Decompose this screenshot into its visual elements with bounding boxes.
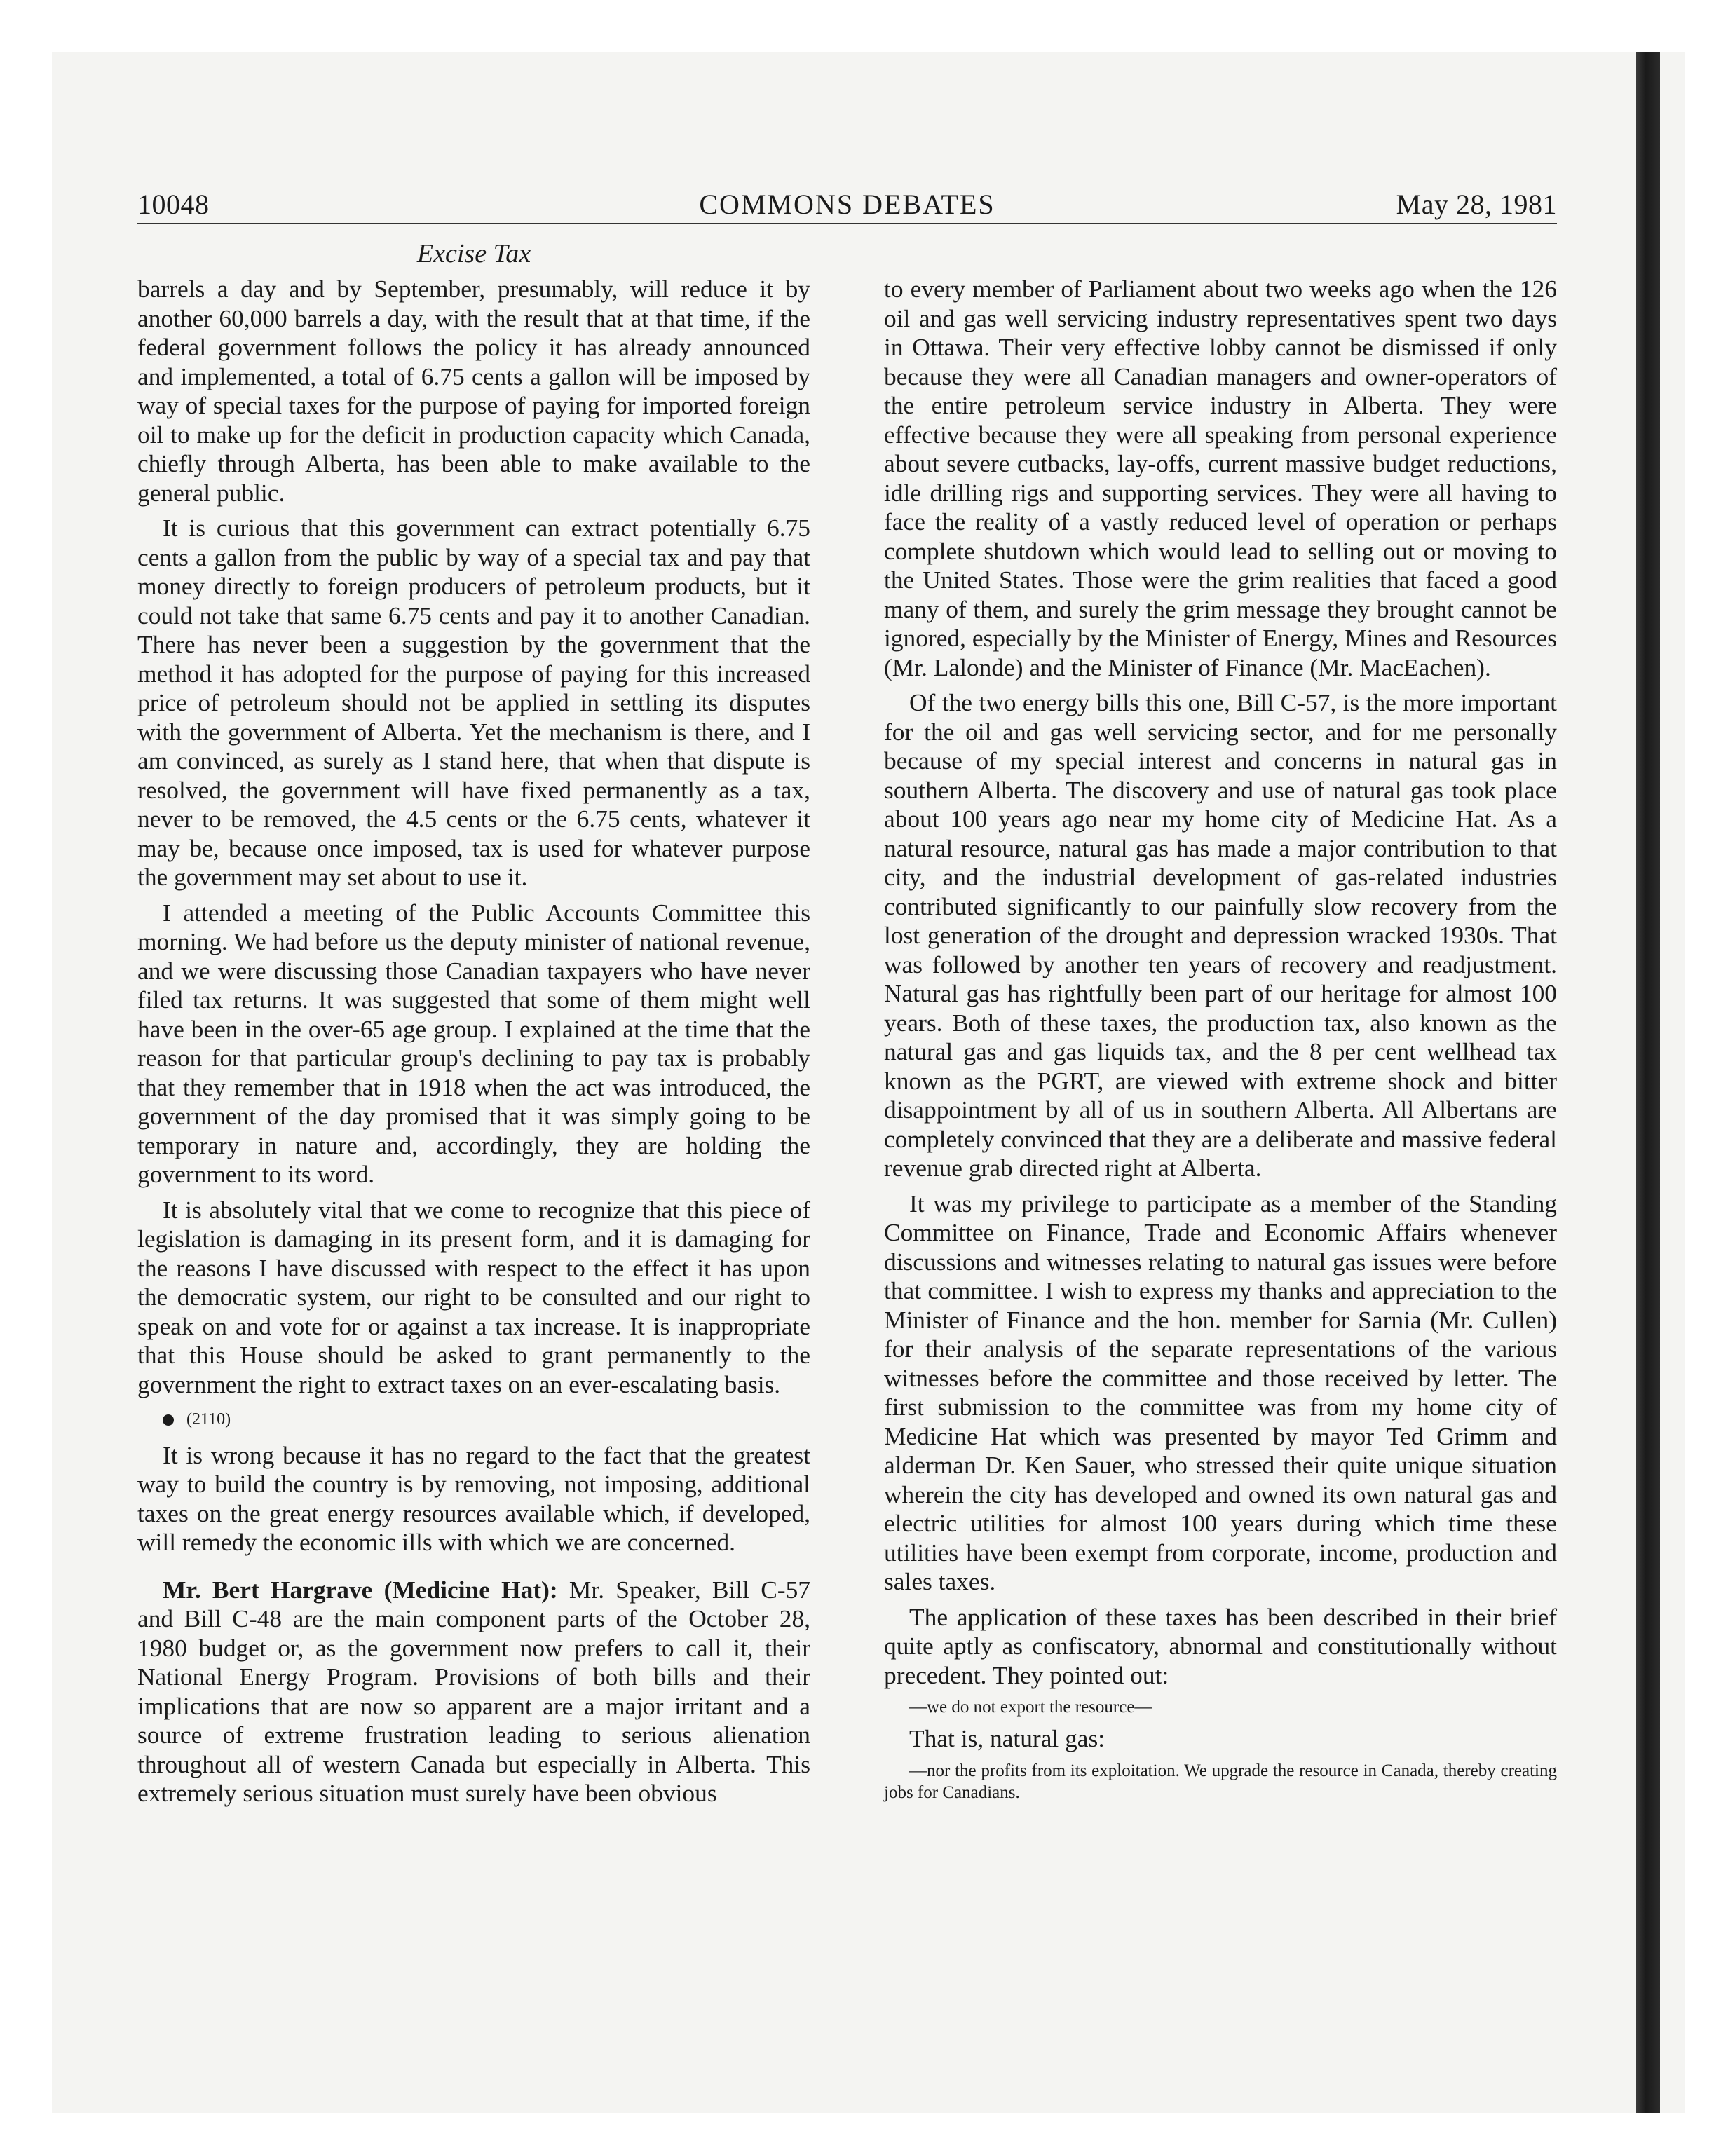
page-number: 10048: [137, 189, 210, 220]
paragraph: to every member of Parliament about two weeks ago when the 126 oil and gas well servicing industry representatives spent two days in Ottawa. Their very effective lobby cannot be dismissed if only because they were all Canadian managers and owner-operators of the entire petroleum service industry in Alberta. They were effective because they were all speaking from personal experience about severe cutbacks, lay-offs, current massive budget reductions, idle drilling rigs and supporting services. They were all having to face the reality of a vastly reduced level of operation or perhaps complete shutdown which would lead to selling out or moving to the United States. Those were the grim realities that faced a good many of them, and surely the grim message they brought cannot be ignored, especially by the Minister of Energy, Mines and Resources (Mr. Lalonde) and the Minister of Finance (Mr. MacEachen).: [884, 275, 1557, 681]
speech-text: Mr. Speaker, Bill C-57 and Bill C-48 are the main component parts of the October 28, 1980 budget or, as the government now prefers to call it, their National Energy Program. Provisions of both bills and their implications that are now so apparent are a major irritant and a source of extreme frustration leading to serious alienation throughout all of western Canada but especially in Alberta. This extremely serious situation must surely have been obvious: [137, 1575, 810, 1807]
paragraph: barrels a day and by September, presumably, will reduce it by another 60,000 barrels a day, with the result that at that time, if the federal government follows the policy it has already announced and implemented, a total of 6.75 cents a gallon will be imposed by way of special taxes for the purpose of paying for imported foreign oil to make up for the deficit in production capacity which Canada, chiefly through Alberta, has been able to make available to the general public.: [137, 275, 810, 507]
page-date: May 28, 1981: [1396, 189, 1557, 220]
section-title: Excise Tax: [416, 239, 531, 268]
speaker-name: Mr. Bert Hargrave (Medicine Hat):: [163, 1575, 558, 1604]
block-quote: —we do not export the resource—: [909, 1698, 1152, 1717]
paragraph: It is curious that this government can extract potentially 6.75 cents a gallon from the public by way of a special tax and pay that money directly to foreign producers of petroleum products, but it could not take that same 6.75 cents and pay it to another Canadian. There has never been a suggestion by the government that the method it has adopted for the purpose of paying for this increased price of petroleum should not be applied in settling its disputes with the government of Alberta. Yet the mechanism is there, and I am convinced, as surely as I stand here, that when that dispute is resolved, the government will have fixed permanently as a tax, never to be removed, the 4.5 cents or the 6.75 cents, whatever it may be, because once imposed, tax is used for whatever purpose the government may set about to use it.: [137, 514, 810, 891]
paragraph: It was my privilege to participate as a member of the Standing Committee on Finance, Trade and Economic Affairs whenever discussions and witnesses relating to natural gas issues were before that committee. I wish to express my thanks and appreciation to the Minister of Finance and the hon. member for Sarnia (Mr. Cullen) for their analysis of the separate representations of the various witnesses before the committee and those received by letter. The first submission to the committee was from my home city of Medicine Hat which was presented by mayor Ted Grimm and alderman Dr. Ken Sauer, who stressed their quite unique situation wherein the city has developed and owned its own natural gas and electric utilities for almost 100 years during which time these utilities have been exempt from corporate, income, production and sales taxes.: [884, 1189, 1557, 1595]
speech-paragraph: [137, 1576, 810, 1808]
page-header: [137, 182, 1557, 221]
right-column: [884, 275, 1557, 1810]
publication-title: COMMONS DEBATES: [699, 189, 995, 220]
paragraph: Of the two energy bills this one, Bill C-57, is the more important for the oil and gas well servicing sector, and for me personally because of my special interest and concerns in natural gas in southern Alberta. The discovery and use of natural gas took place about 100 years ago near my home city of Medicine Hat. As a natural resource, natural gas has made a major contribution to that city, and the industrial development of gas-related industries contributed significantly to our painfully slow recovery from the lost generation of the drought and depression wracked 1930s. That was followed by another ten years of recovery and readjustment. Natural gas has rightfully been part of our heritage for almost 100 years. Both of these taxes, the production tax, also known as the natural gas and gas liquids tax, and the 8 per cent wellhead tax known as the PGRT, are viewed with extreme shock and bitter disappointment by all of us in southern Alberta. All Albertans are completely convinced that they are a deliberate and massive federal revenue grab directed right at Alberta.: [884, 688, 1557, 1182]
paragraph: That is, natural gas:: [909, 1724, 1105, 1752]
paragraph: It is absolutely vital that we come to recognize that this piece of legislation is damaging in its present form, and it is damaging for the reasons I have discussed with respect to the effect it has upon the democratic system, our right to be consulted and our right to speak on and vote for or against a tax increase. It is inappropriate that this House should be asked to grant permanently to the government the right to extract taxes on an ever-escalating basis.: [137, 1195, 810, 1398]
header-rule: [137, 223, 1557, 224]
time-marker-label: (2110): [186, 1410, 231, 1428]
paragraph: It is wrong because it has no regard to the fact that the greatest way to build the country is by removing, not imposing, additional taxes on the great energy resources available which, if developed, will remedy the economic ills with which we are concerned.: [137, 1440, 810, 1556]
scan-binding-edge: [1636, 52, 1660, 2113]
time-marker: [137, 1405, 810, 1435]
paragraph: The application of these taxes has been described in their brief quite aptly as confiscatory, abnormal and constitutionally without precedent. They pointed out:: [884, 1602, 1557, 1689]
document-page: [137, 182, 1557, 1935]
block-quote: —nor the profits from its exploitation. We upgrade the resource in Canada, thereby creating jobs for Canadians.: [884, 1761, 1557, 1802]
bullet-icon: [163, 1414, 174, 1426]
left-column: [137, 275, 810, 1815]
paragraph: I attended a meeting of the Public Accounts Committee this morning. We had before us the deputy minister of national revenue, and we were discussing those Canadian taxpayers who have never filed tax returns. It was suggested that some of them might well have been in the over-65 age group. I explained at the time that the reason for that particular group's declining to pay tax is probably that they remember that in 1918 when the act was introduced, the government of the day promised that it was simply going to be temporary in nature and, accordingly, they are holding the government to its word.: [137, 898, 810, 1188]
